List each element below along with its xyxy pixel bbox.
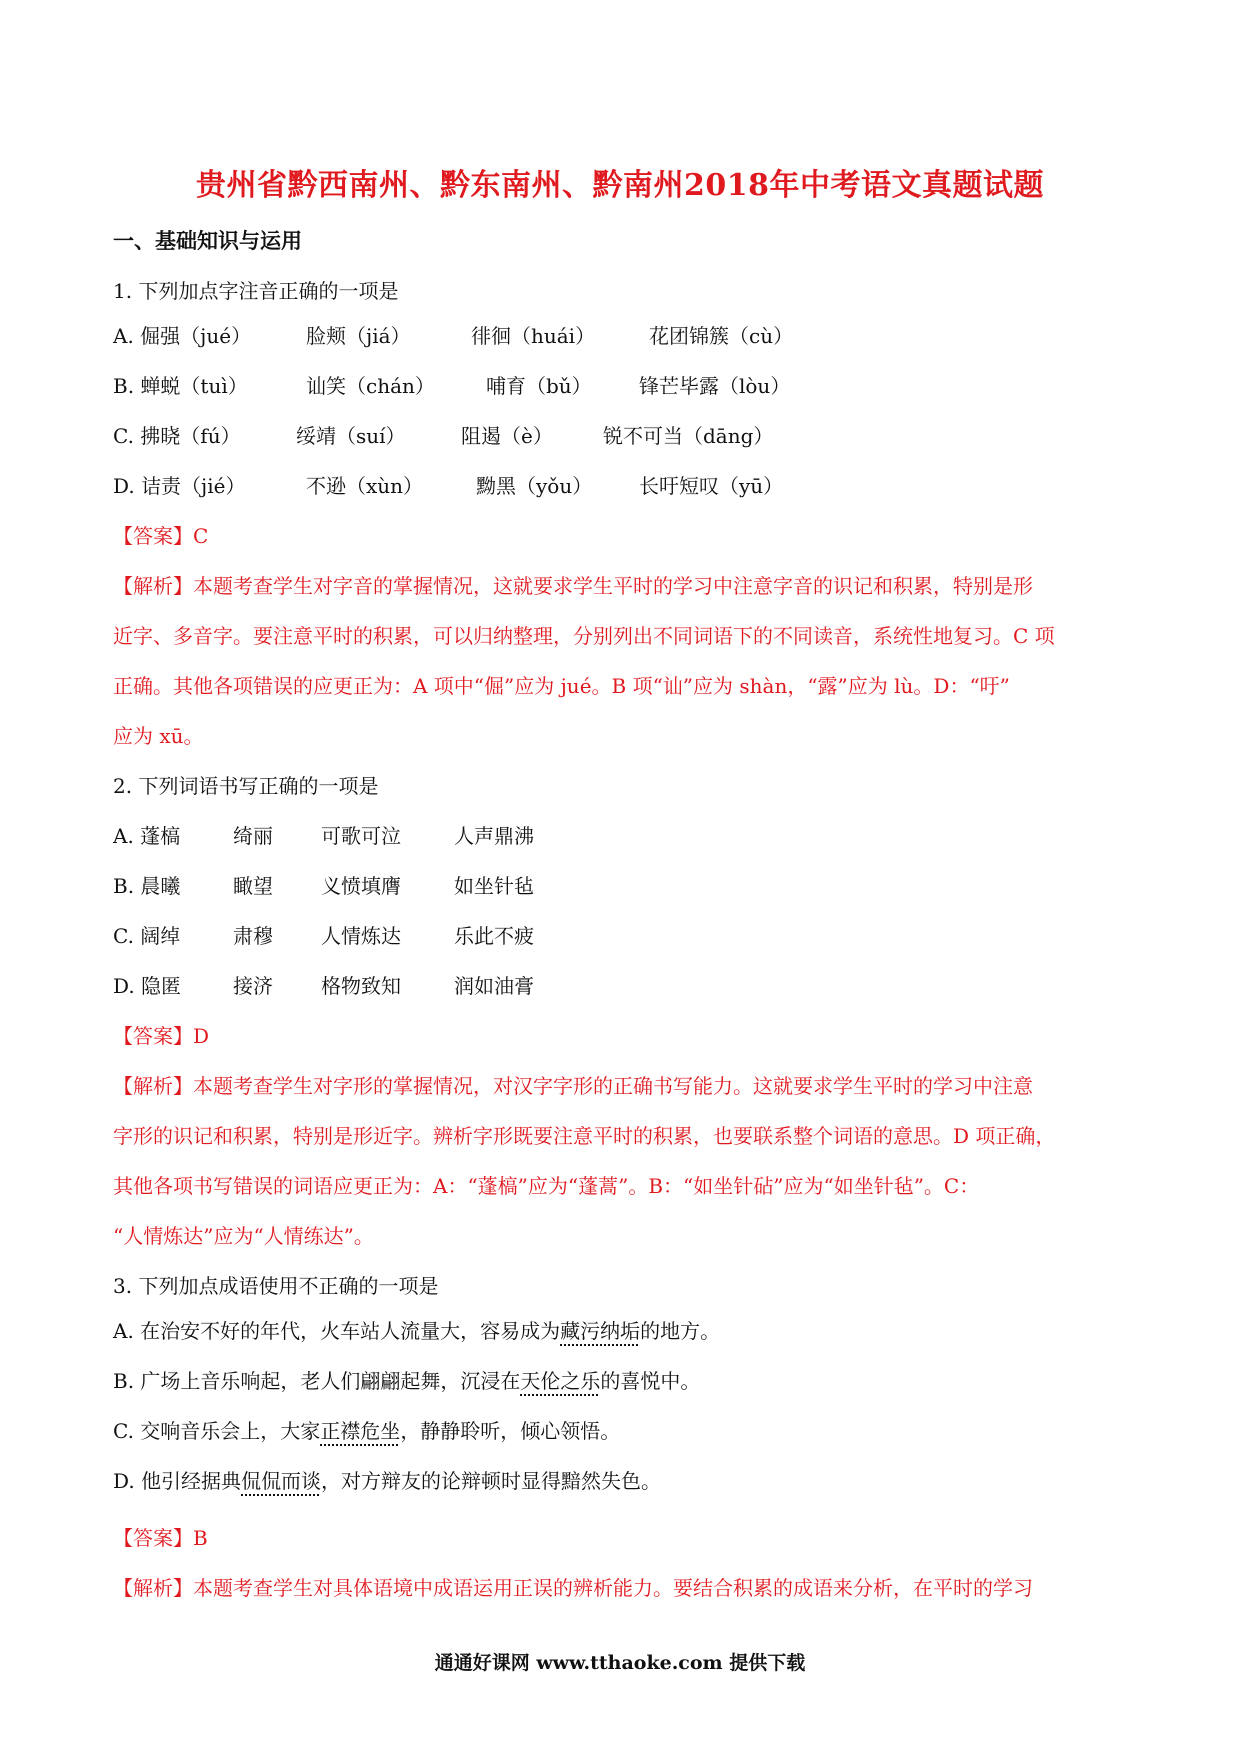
page-footer: 通通好课网 www.tthaoke.com 提供下载: [434, 1652, 806, 1674]
option-word: A. 倔强（jué）: [113, 324, 252, 348]
option-word: B. 晨曦: [113, 874, 181, 898]
option-word: 讪笑（chán）: [306, 374, 435, 398]
option-word: 绥靖（suí）: [296, 424, 406, 448]
option-text: C. 交响音乐会上，大家: [113, 1419, 321, 1443]
question-3-option-b: [113, 1365, 700, 1394]
question-1-answer: 【答案】C: [113, 524, 209, 548]
option-word: 瞰望: [233, 874, 273, 898]
section-heading: 一、基础知识与运用: [113, 228, 302, 253]
option-text: ，静静聆听，倾心领悟。: [400, 1419, 621, 1443]
option-word: 绮丽: [233, 824, 273, 848]
dotted-idiom: 正襟危坐: [320, 1419, 401, 1443]
question-2-analysis-line: “人情炼达”应为“人情练达”。: [113, 1224, 374, 1248]
option-word: 长吁短叹（yū）: [639, 474, 784, 498]
option-word: 人情炼达: [321, 924, 401, 948]
dotted-idiom: 天伦之乐: [520, 1369, 601, 1393]
option-word: 锐不可当（dāng）: [603, 424, 774, 448]
option-word: 可歌可泣: [321, 824, 401, 848]
question-2-analysis-line: 【解析】本题考查学生对字形的掌握情况，对汉字字形的正确书写能力。这就要求学生平时的学习中注意: [113, 1074, 1033, 1098]
question-3-option-d: [113, 1465, 661, 1494]
question-3-option-c: [113, 1415, 620, 1444]
option-word: D. 隐匿: [113, 974, 182, 998]
question-1-analysis-line: 正确。其他各项错误的应更正为：A 项中“倔”应为 jué。B 项“讪”应为 shàn，“露”应为 lù。D：“吁”: [113, 674, 1010, 698]
option-word: 乐此不疲: [454, 924, 534, 948]
option-text: ，对方辩友的论辩顿时显得黯然失色。: [321, 1469, 662, 1493]
option-word: 肃穆: [233, 924, 273, 948]
option-word: 格物致知: [321, 974, 401, 998]
dotted-idiom: 侃侃而谈: [241, 1469, 322, 1493]
option-word: 不逊（xùn）: [306, 474, 424, 498]
question-3-analysis-line: 【解析】本题考查学生对具体语境中成语运用正误的辨析能力。要结合积累的成语来分析，在平时的学习: [113, 1576, 1033, 1600]
option-word: 润如油膏: [454, 974, 534, 998]
option-word: 义愤填膺: [321, 874, 401, 898]
option-word: 阻遏（è）: [461, 424, 553, 448]
option-word: D. 诘责（jié）: [113, 474, 246, 498]
document-title: 贵州省黔西南州、黔东南州、黔南州2018年中考语文真题试题: [196, 168, 1044, 203]
option-word: 黝黑（yǒu）: [476, 474, 593, 498]
option-text: 的喜悦中。: [600, 1369, 701, 1393]
option-word: C. 拂晓（fú）: [113, 424, 241, 448]
option-word: C. 阔绰: [113, 924, 181, 948]
question-1-stem: 1. 下列加点字注音正确的一项是: [113, 279, 399, 303]
option-word: A. 蓬槁: [113, 824, 181, 848]
option-word: 哺育（bǔ）: [486, 374, 592, 398]
option-word: 锋芒毕露（lòu）: [639, 374, 791, 398]
question-1-analysis-line: 【解析】本题考查学生对字音的掌握情况，这就要求学生平时的学习中注意字音的识记和积累，特别是形: [113, 574, 1033, 598]
option-word: 脸颊（jiá）: [306, 324, 411, 348]
dotted-idiom: 藏污纳垢: [560, 1319, 641, 1343]
question-2-answer: 【答案】D: [113, 1024, 210, 1048]
option-word: 花团锦簇（cù）: [649, 324, 794, 348]
option-text: 的地方。: [640, 1319, 721, 1343]
option-word: B. 蝉蜕（tuì）: [113, 374, 248, 398]
question-2-stem: 2. 下列词语书写正确的一项是: [113, 774, 379, 798]
question-2-analysis-line: 字形的识记和积累，特别是形近字。辨析字形既要注意平时的积累，也要联系整个词语的意思。D 项正确，: [113, 1124, 1056, 1148]
option-word: 人声鼎沸: [454, 824, 534, 848]
question-1-analysis-line: 应为 xū。: [113, 724, 204, 748]
option-word: 如坐针毡: [454, 874, 534, 898]
question-3-option-a: [113, 1315, 720, 1344]
option-text: D. 他引经据典: [113, 1469, 242, 1493]
question-3-stem: 3. 下列加点成语使用不正确的一项是: [113, 1274, 439, 1298]
option-word: 接济: [233, 974, 273, 998]
question-3-answer: 【答案】B: [113, 1526, 208, 1550]
question-2-analysis-line: 其他各项书写错误的词语应更正为：A：“蓬槁”应为“蓬蒿”。B：“如坐针砧”应为“如坐针毡”。C：: [113, 1174, 980, 1198]
question-1-analysis-line: 近字、多音字。要注意平时的积累，可以归纳整理，分别列出不同词语下的不同读音，系统性地复习。C 项: [113, 624, 1055, 648]
option-text: B. 广场上音乐响起，老人们翩翩起舞，沉浸在: [113, 1369, 521, 1393]
option-word: 徘徊（huái）: [471, 324, 596, 348]
option-text: A. 在治安不好的年代，火车站人流量大，容易成为: [113, 1319, 561, 1343]
